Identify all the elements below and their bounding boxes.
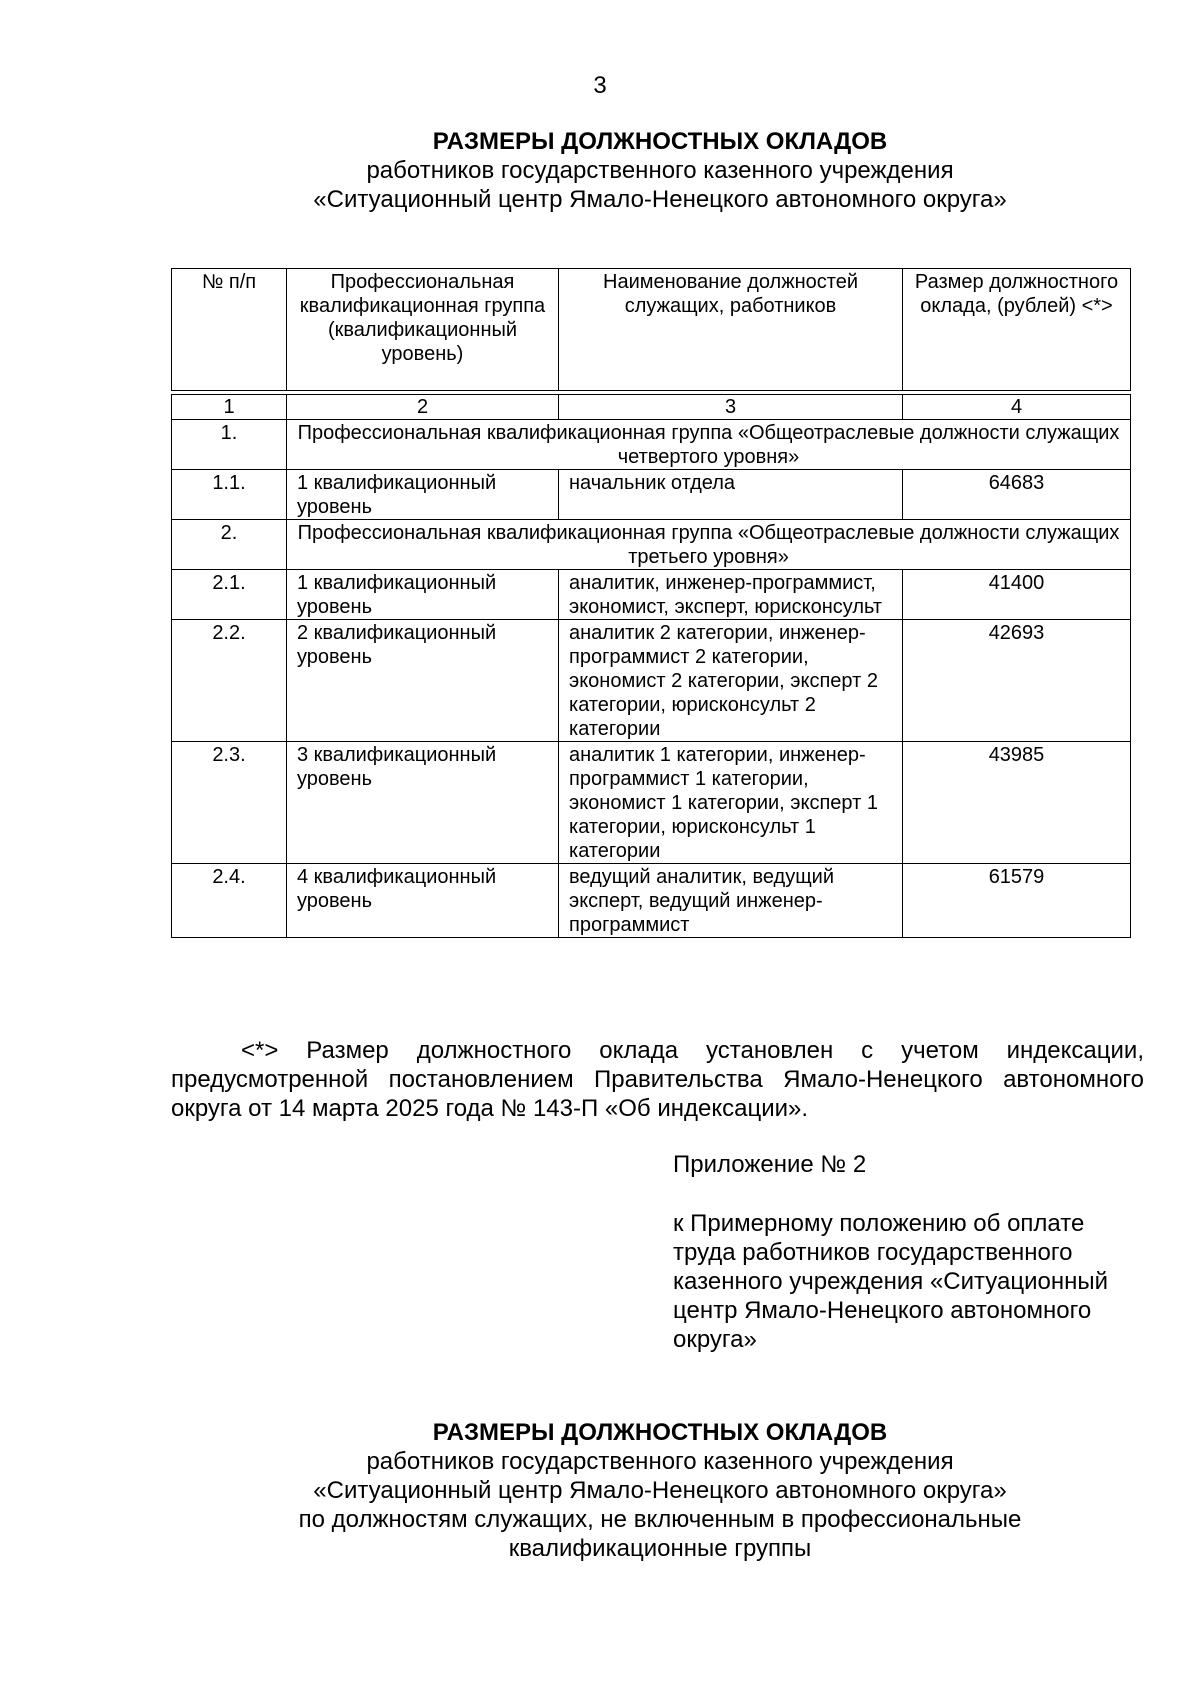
row-salary: 42693 bbox=[903, 620, 1131, 742]
row-num: 2.2. bbox=[172, 620, 287, 742]
row-positions: аналитик 1 категории, инженер-программист 1 категории, экономист 1 категории, эксперт 1 категории, юрисконсульт 1 категории bbox=[559, 742, 903, 864]
section1-subtitle-2: «Ситуационный центр Ямало-Ненецкого автономного округа» bbox=[313, 186, 1007, 213]
appendix-title: Приложение № 2 bbox=[673, 1151, 867, 1178]
row-level: 3 квалификационный уровень bbox=[287, 742, 559, 864]
section2-title: РАЗМЕРЫ ДОЛЖНОСТНЫХ ОКЛАДОВ bbox=[432, 1419, 888, 1446]
group-num: 1. bbox=[172, 420, 287, 470]
table-row bbox=[172, 570, 1131, 620]
header-num: № п/п bbox=[172, 269, 287, 391]
header-positions: Наименование должностей служащих, работников bbox=[559, 269, 903, 391]
page-number: 3 bbox=[593, 72, 607, 99]
header-salary: Размер должностного оклада, (рублей) <*> bbox=[903, 269, 1131, 391]
group-row bbox=[172, 520, 1131, 570]
row-salary: 41400 bbox=[903, 570, 1131, 620]
table-row bbox=[172, 742, 1131, 864]
column-number: 4 bbox=[903, 395, 1131, 420]
row-num: 2.1. bbox=[172, 570, 287, 620]
row-num: 2.4. bbox=[172, 864, 287, 938]
group-num: 2. bbox=[172, 520, 287, 570]
section2-subtitle-2: «Ситуационный центр Ямало-Ненецкого автономного округа» bbox=[313, 1477, 1007, 1504]
row-level: 4 квалификационный уровень bbox=[287, 864, 559, 938]
row-num: 2.3. bbox=[172, 742, 287, 864]
group-title: Профессиональная квалификационная группа «Общеотраслевые должности служащих третьего уровня» bbox=[287, 520, 1131, 570]
column-number: 1 bbox=[172, 395, 287, 420]
salary-table bbox=[171, 268, 1131, 938]
footnote-rest: предусмотренной постановлением Правительства Ямало-Ненецкого автономного округа от 14 марта 2025 года № 143-П «Об индексации». bbox=[171, 1066, 1144, 1122]
table-row bbox=[172, 470, 1131, 520]
footnote bbox=[171, 1036, 1144, 1123]
row-level: 2 квалификационный уровень bbox=[287, 620, 559, 742]
row-positions: ведущий аналитик, ведущий эксперт, ведущий инженер-программист bbox=[559, 864, 903, 938]
column-number: 3 bbox=[559, 395, 903, 420]
section2-subtitle-1: работников государственного казенного учреждения bbox=[366, 1448, 954, 1475]
section2-subtitle-3: по должностям служащих, не включенным в профессиональные bbox=[298, 1506, 1022, 1533]
row-salary: 43985 bbox=[903, 742, 1131, 864]
section1-heading bbox=[160, 127, 1160, 214]
row-salary: 64683 bbox=[903, 470, 1131, 520]
row-num: 1.1. bbox=[172, 470, 287, 520]
table-header-row bbox=[172, 269, 1131, 391]
section2-heading bbox=[160, 1418, 1160, 1563]
section1-subtitle-1: работников государственного казенного учреждения bbox=[366, 157, 954, 184]
row-salary: 61579 bbox=[903, 864, 1131, 938]
section1-title: РАЗМЕРЫ ДОЛЖНОСТНЫХ ОКЛАДОВ bbox=[432, 128, 888, 155]
section2-subtitle-4: квалификационные группы bbox=[508, 1535, 812, 1562]
table-row bbox=[172, 620, 1131, 742]
row-level: 1 квалификационный уровень bbox=[287, 570, 559, 620]
table-row bbox=[172, 864, 1131, 938]
row-positions: аналитик 2 категории, инженер-программист 2 категории, экономист 2 категории, эксперт 2 категории, юрисконсульт 2 категории bbox=[559, 620, 903, 742]
group-title: Профессиональная квалификационная группа «Общеотраслевые должности служащих четвертого уровня» bbox=[287, 420, 1131, 470]
header-group: Профессиональная квалификационная группа (квалификационный уровень) bbox=[287, 269, 559, 391]
row-level: 1 квалификационный уровень bbox=[287, 470, 559, 520]
appendix-text: к Примерному положению об оплате труда работников государственного казенного учреждения «Ситуационный центр Ямало-Ненецкого автономного округа» bbox=[673, 1210, 1109, 1353]
row-positions: аналитик, инженер-программист, экономист, эксперт, юрисконсульт bbox=[559, 570, 903, 620]
column-number: 2 bbox=[287, 395, 559, 420]
footnote-line-1: <*> Размер должностного оклада установлен с учетом индексации, bbox=[241, 1037, 1144, 1064]
row-positions: начальник отдела bbox=[559, 470, 903, 520]
group-row bbox=[172, 420, 1131, 470]
column-numbers-row bbox=[172, 395, 1131, 420]
